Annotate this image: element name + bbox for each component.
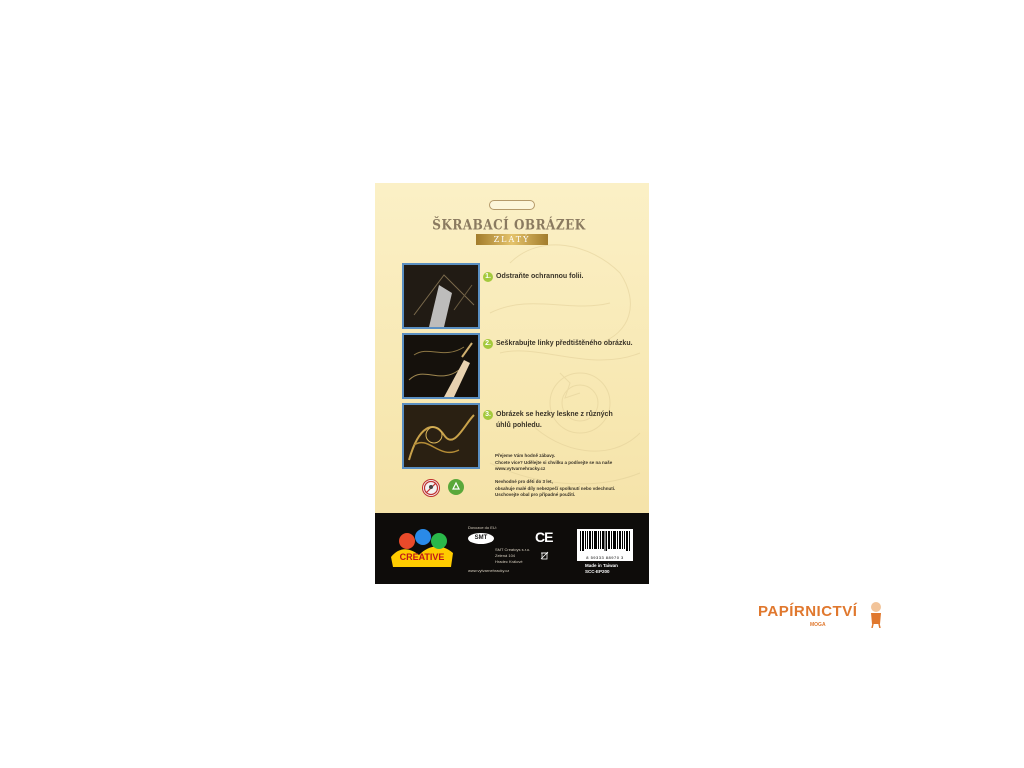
importer-name: SMT Creatoys s.r.o. [495, 547, 531, 552]
barcode [577, 529, 633, 561]
step-2-badge: 2. [483, 339, 493, 349]
importer-city: Hradec Králové [495, 559, 523, 564]
step-1-image [402, 263, 480, 329]
mascot-icon [868, 600, 884, 628]
product-code: SCC-EP200 [585, 569, 610, 574]
wish-line: Přejeme Vám hodně zábavy. [495, 453, 556, 458]
step-3-badge: 3. [483, 410, 493, 420]
product-package-back [375, 183, 649, 584]
wish-line: www.vytvarnehracky.cz [495, 466, 546, 471]
importer-street: Zelená 104 [495, 553, 516, 558]
step-1-text: Odstraňte ochrannou folii. [496, 273, 584, 280]
recycle-icon [448, 479, 464, 495]
warning-text [495, 479, 645, 499]
importer-label: Dovozce do EU: [468, 525, 497, 530]
wish-text [495, 453, 645, 473]
wish-line: Chcete více? Udělejte si chvilku a podívejte se na naše [495, 459, 613, 465]
importer-web: www.vytvarnehracky.cz [468, 568, 510, 573]
step-2-text: Seškrabujte linky předtištěného obrázku. [496, 340, 633, 347]
made-in-text: Made in Taiwan [585, 563, 618, 568]
smt-logo: SMT [468, 533, 494, 544]
barcode-bars [577, 529, 633, 553]
creative-logo [389, 527, 455, 571]
warning-line: Uschovejte obal pro případné použití. [495, 492, 576, 497]
step-1-badge: 1. [483, 272, 493, 282]
step-2-image [402, 333, 480, 399]
step-3-text: Obrázek se hezky leskne z různých úhlů pohledu. [496, 411, 613, 429]
package-footer-bar [375, 513, 649, 584]
product-title: ŠKRABACÍ OBRÁZEK [432, 216, 586, 234]
ce-mark: CE [535, 529, 553, 545]
step-3-image [402, 403, 480, 469]
warning-line: obsahuje malé díly nebezpečí spolknutí nebo vdechnutí. [495, 485, 616, 491]
barcode-digits: 8 59333 88970 3 [586, 555, 624, 560]
warning-line: Nevhodné pro děti do 3 let, [495, 479, 553, 484]
store-watermark [758, 600, 888, 634]
hang-hole [489, 200, 535, 210]
creative-logo-text: CREATIVE [399, 552, 445, 562]
trash-bin-icon [540, 551, 549, 560]
no-under-3-icon [422, 479, 440, 497]
store-watermark-sub: MOGA [810, 622, 826, 628]
made-in-info [585, 563, 618, 575]
store-watermark-name: PAPÍRNICTVÍ [758, 603, 858, 620]
product-subtitle: ZLATÝ [493, 235, 531, 244]
